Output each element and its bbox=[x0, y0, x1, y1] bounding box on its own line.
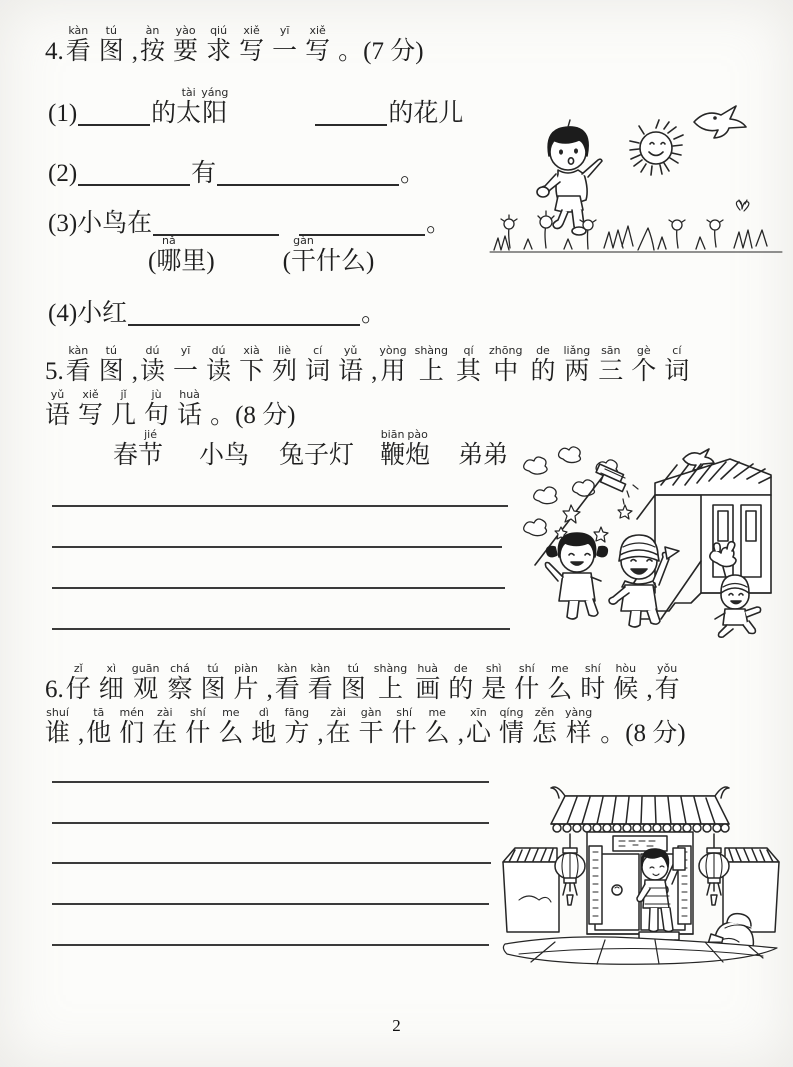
ruby-char: yī 一 bbox=[173, 344, 199, 385]
text-run: 小鸟 bbox=[199, 442, 250, 469]
ruby-char: zài 在 bbox=[325, 706, 351, 747]
ruby-char: kàn 看 bbox=[65, 344, 91, 385]
writing-line[interactable] bbox=[52, 628, 510, 630]
ruby-char: xiě 写 bbox=[239, 24, 265, 65]
text-run: 。 bbox=[400, 160, 426, 187]
writing-line[interactable] bbox=[52, 781, 489, 783]
ruby-char: shàng 上 bbox=[373, 662, 408, 703]
text-run: , bbox=[371, 358, 378, 385]
ruby-char: yǔ 语 bbox=[45, 388, 71, 429]
ruby-char: fāng 方 bbox=[284, 706, 310, 747]
ruby-char: dú 读 bbox=[140, 344, 166, 385]
ruby-char: shí 什 bbox=[391, 706, 417, 747]
text-run: , bbox=[646, 676, 653, 703]
text-run: 5. bbox=[45, 358, 64, 385]
ruby-char: tú 图 bbox=[200, 662, 226, 703]
text-run: 。(8 分) bbox=[600, 720, 686, 747]
q6-illustration bbox=[495, 772, 787, 977]
ruby-char: guān 观 bbox=[131, 662, 160, 703]
smoke-clouds bbox=[524, 447, 618, 536]
ruby-char: qiú 求 bbox=[206, 24, 232, 65]
ruby-char: zài 在 bbox=[152, 706, 178, 747]
q5-heading-line1 bbox=[45, 344, 697, 386]
q4-heading bbox=[45, 24, 426, 66]
ruby-char: piàn 片 bbox=[233, 662, 259, 703]
ruby-char: yàng 样 bbox=[564, 706, 593, 747]
ruby-char: gàn 干 bbox=[358, 706, 384, 747]
text-run: (3)小鸟在 bbox=[48, 210, 153, 237]
writing-line[interactable] bbox=[52, 862, 491, 864]
q5-word-list bbox=[75, 428, 508, 470]
text-run: , bbox=[266, 676, 273, 703]
ruby-char: de 的 bbox=[530, 344, 556, 385]
ruby-char: xiě 写 bbox=[305, 24, 331, 65]
meadow-scene bbox=[488, 92, 784, 260]
text-run: , bbox=[78, 720, 85, 747]
ruby-char: huà 话 bbox=[177, 388, 203, 429]
ruby-char: kàn 看 bbox=[274, 662, 300, 703]
sun-icon bbox=[630, 120, 683, 175]
text-run: 什么) bbox=[316, 248, 375, 275]
ruby-char: yào 要 bbox=[173, 24, 199, 65]
text-run: 。(7 分) bbox=[338, 38, 424, 65]
text-run: , bbox=[131, 358, 139, 385]
ruby-char: xīn 心 bbox=[465, 706, 491, 747]
ruby-char: chá 察 bbox=[167, 662, 193, 703]
ruby-char: jié 节 bbox=[138, 428, 164, 469]
ruby-char: me 么 bbox=[424, 706, 450, 747]
text-run: (1) bbox=[48, 100, 78, 127]
ruby-char: nǎ 哪 bbox=[156, 234, 182, 275]
ruby-char: cí 词 bbox=[664, 344, 690, 385]
ruby-char: xià 下 bbox=[239, 344, 265, 385]
text-run: (2) bbox=[48, 160, 78, 187]
ruby-char: sān 三 bbox=[598, 344, 624, 385]
writing-line[interactable] bbox=[52, 903, 489, 905]
ruby-char: cí 词 bbox=[305, 344, 331, 385]
text-run: ( bbox=[282, 248, 291, 275]
ruby-char: yòng 用 bbox=[379, 344, 407, 385]
writing-line[interactable] bbox=[52, 546, 502, 548]
text-run: 里) bbox=[181, 248, 215, 275]
text-run: 兔子灯 bbox=[279, 442, 355, 469]
spacer bbox=[354, 469, 380, 470]
ruby-char: shí 什 bbox=[514, 662, 540, 703]
fill-in-blank[interactable] bbox=[78, 119, 150, 126]
ruby-char: de 的 bbox=[448, 662, 474, 703]
text-run: 的 bbox=[151, 100, 177, 127]
ruby-char: shí 时 bbox=[580, 662, 606, 703]
ruby-char: me 么 bbox=[218, 706, 244, 747]
q4-illustration bbox=[488, 92, 784, 260]
fill-in-blank[interactable] bbox=[78, 179, 190, 186]
ruby-char: gàn 干 bbox=[291, 234, 317, 275]
ruby-char: jǐ 几 bbox=[111, 388, 137, 429]
ruby-char: liǎng 两 bbox=[563, 344, 591, 385]
q5-heading-line2 bbox=[45, 388, 297, 430]
girl-figure bbox=[545, 533, 607, 619]
spacer bbox=[215, 275, 283, 276]
q6-heading-line2 bbox=[45, 706, 688, 748]
ruby-char: yǒu 有 bbox=[654, 662, 680, 703]
ruby-char: shì 是 bbox=[481, 662, 507, 703]
ruby-char: zěn 怎 bbox=[531, 706, 557, 747]
couplet-left bbox=[589, 846, 602, 924]
gate-scene bbox=[495, 772, 787, 977]
ruby-char: liè 列 bbox=[272, 344, 298, 385]
flowers-grass bbox=[490, 211, 782, 252]
text-run: 春 bbox=[113, 442, 139, 469]
ruby-char: shí 什 bbox=[185, 706, 211, 747]
ruby-char: jù 句 bbox=[144, 388, 170, 429]
ruby-char: dì 地 bbox=[251, 706, 277, 747]
spacer bbox=[48, 275, 148, 276]
ruby-char: me 么 bbox=[547, 662, 573, 703]
ruby-char: shàng 上 bbox=[414, 344, 448, 385]
q4-item-1 bbox=[48, 86, 463, 128]
text-run: 的花儿 bbox=[388, 100, 464, 127]
spacer bbox=[163, 469, 199, 470]
ruby-char: qíng 情 bbox=[498, 706, 524, 747]
ruby-char: tú 图 bbox=[98, 24, 124, 65]
writing-line[interactable] bbox=[52, 944, 489, 946]
writing-line[interactable] bbox=[52, 505, 508, 507]
text-run: ( bbox=[148, 248, 157, 275]
q4-item-3 bbox=[48, 196, 451, 238]
ruby-char: xiě 写 bbox=[78, 388, 104, 429]
text-run: 有 bbox=[191, 160, 217, 187]
text-run: 。 bbox=[361, 300, 387, 327]
ruby-char: yáng 阳 bbox=[201, 86, 229, 127]
text-run: 6. bbox=[45, 676, 64, 703]
butterfly-icon bbox=[736, 200, 749, 211]
ruby-char: gè 个 bbox=[631, 344, 657, 385]
q4-item-4 bbox=[48, 286, 386, 328]
festival-scene bbox=[505, 443, 787, 639]
ruby-char: zǐ 仔 bbox=[65, 662, 91, 703]
q6-heading-line1 bbox=[45, 662, 688, 704]
page-number: 2 bbox=[392, 1016, 401, 1035]
ruby-char: yī 一 bbox=[272, 24, 298, 65]
q4-item-2 bbox=[48, 146, 425, 188]
ruby-char: kàn 看 bbox=[65, 24, 91, 65]
ruby-char: kàn 看 bbox=[307, 662, 333, 703]
ruby-char: àn 按 bbox=[140, 24, 166, 65]
ruby-char: tài 太 bbox=[176, 86, 202, 127]
ruby-char: pào 炮 bbox=[405, 428, 431, 469]
gate-roof bbox=[551, 787, 729, 832]
ruby-char: zhōng 中 bbox=[489, 344, 523, 385]
writing-line[interactable] bbox=[52, 587, 505, 589]
fill-in-blank[interactable] bbox=[128, 319, 360, 326]
ruby-char: tú 图 bbox=[98, 344, 124, 385]
text-run: 。 bbox=[426, 210, 452, 237]
text-run: , bbox=[131, 38, 139, 65]
bird-icon bbox=[694, 106, 746, 138]
writing-line[interactable] bbox=[52, 822, 489, 824]
text-run: , bbox=[317, 720, 324, 747]
q4-item-3-hint bbox=[48, 234, 374, 276]
spacer bbox=[249, 469, 279, 470]
ruby-char: shuí 谁 bbox=[45, 706, 71, 747]
text-run: 弟弟 bbox=[458, 442, 509, 469]
text-run: , bbox=[457, 720, 464, 747]
fill-in-blank[interactable] bbox=[315, 119, 387, 126]
ruby-char: tú 图 bbox=[340, 662, 366, 703]
ruby-char: huà 画 bbox=[415, 662, 441, 703]
text-run: 4. bbox=[45, 38, 64, 65]
ruby-char: xì 细 bbox=[98, 662, 124, 703]
ruby-char: mén 们 bbox=[119, 706, 145, 747]
spacer bbox=[228, 127, 314, 128]
q5-illustration bbox=[505, 443, 787, 639]
spacer bbox=[75, 469, 113, 470]
text-run: (4)小红 bbox=[48, 300, 128, 327]
ruby-char: hòu 候 bbox=[613, 662, 639, 703]
boy-figure bbox=[609, 535, 679, 627]
ruby-char: tā 他 bbox=[86, 706, 112, 747]
ruby-char: biān 鞭 bbox=[380, 428, 406, 469]
ruby-char: yǔ 语 bbox=[338, 344, 364, 385]
spacer bbox=[430, 469, 458, 470]
fill-in-blank[interactable] bbox=[217, 179, 399, 186]
ruby-char: dú 读 bbox=[206, 344, 232, 385]
text-run: 。(8 分) bbox=[210, 402, 296, 429]
ruby-char: qí 其 bbox=[456, 344, 482, 385]
